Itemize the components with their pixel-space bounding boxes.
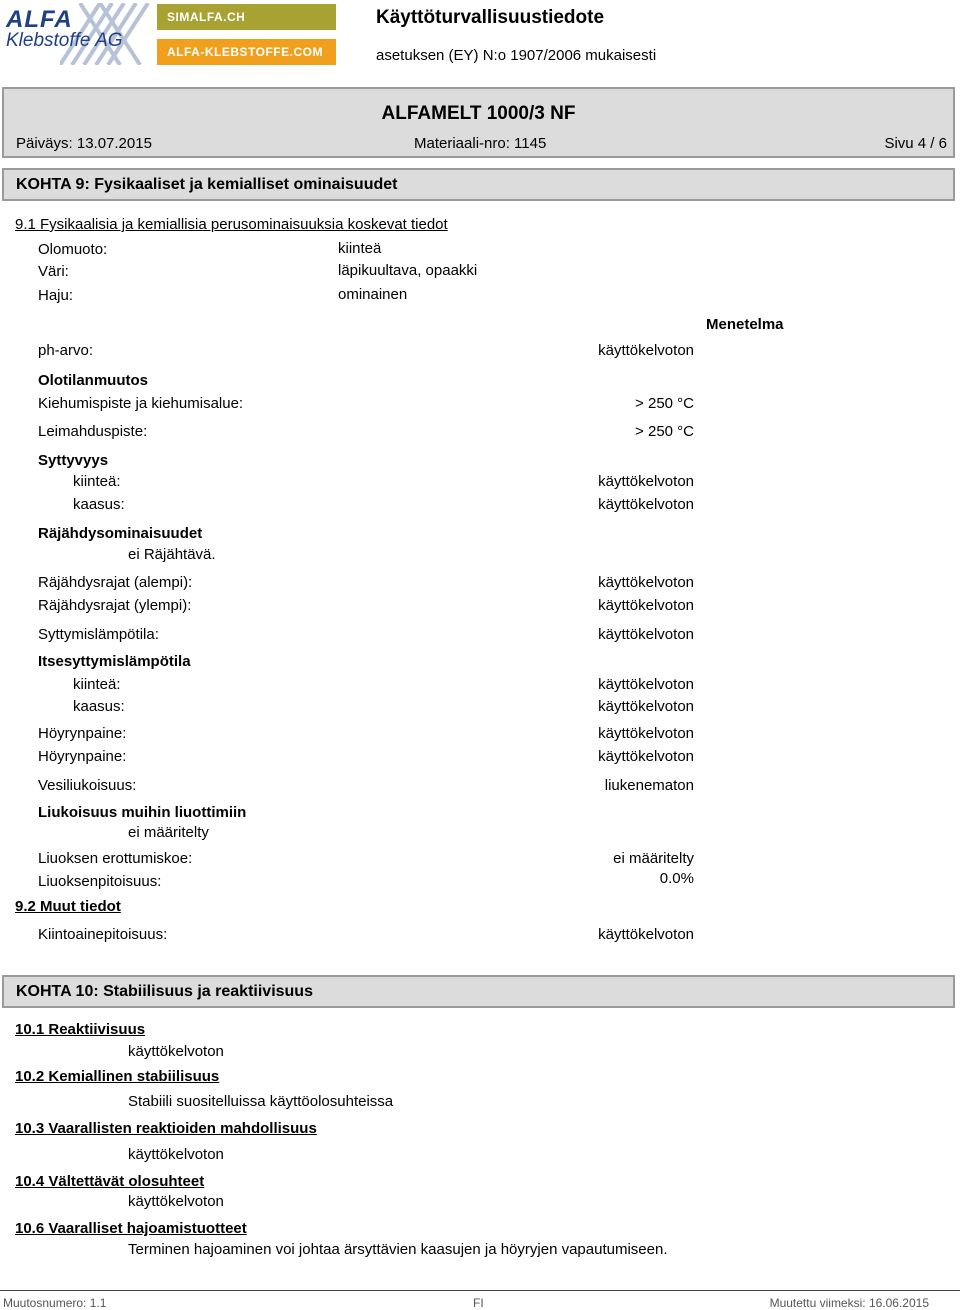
kiintoainepitoisuus-value: käyttökelvoton bbox=[598, 926, 694, 943]
rajahdysrajat-ylempi-value: käyttökelvoton bbox=[598, 597, 694, 614]
hoyrynpaine-value-1: käyttökelvoton bbox=[598, 725, 694, 742]
ph-label: ph-arvo: bbox=[38, 342, 94, 359]
syttyvyys-heading: Syttyvyys bbox=[38, 452, 109, 469]
page-number: Sivu 4 / 6 bbox=[884, 135, 947, 152]
olomuoto-label: Olomuoto: bbox=[38, 241, 108, 258]
simalfa-banner[interactable]: SIMALFA.CH bbox=[157, 4, 336, 30]
subsection-10-1-text: käyttökelvoton bbox=[128, 1043, 224, 1060]
logo-text-alfa: ALFA bbox=[6, 6, 73, 33]
subsection-10-2-text: Stabiili suositelluissa käyttöolosuhteissa bbox=[128, 1093, 394, 1110]
haju-label: Haju: bbox=[38, 287, 74, 304]
subsection-10-4-text: käyttökelvoton bbox=[128, 1193, 224, 1210]
ph-value: käyttökelvoton bbox=[598, 342, 694, 359]
vesiliukoisuus-value: liukenematon bbox=[604, 777, 694, 794]
footer-divider bbox=[0, 1290, 960, 1291]
language-code: FI bbox=[473, 1296, 484, 1310]
erottumiskoe-value: ei määritelty bbox=[613, 850, 694, 867]
olotilanmuutos-heading: Olotilanmuutos bbox=[38, 372, 148, 389]
document-date: Päiväys: 13.07.2015 bbox=[16, 135, 152, 152]
subsection-9-1-heading: 9.1 Fysikaalisia ja kemiallisia perusominaisuuksia koskevat tiedot bbox=[15, 216, 448, 233]
kiehumispiste-value: > 250 °C bbox=[635, 395, 694, 412]
syttymislampotila-label: Syttymislämpötila: bbox=[38, 626, 159, 643]
subsection-10-6-text: Terminen hajoaminen voi johtaa ärsyttävien kaasujen ja höyryjen vapautumiseen. bbox=[128, 1241, 668, 1258]
subsection-10-6-heading: 10.6 Vaaralliset hajoamistuotteet bbox=[15, 1220, 247, 1237]
syttyvyys-kaasus-value: käyttökelvoton bbox=[598, 496, 694, 513]
erottumiskoe-label: Liuoksen erottumiskoe: bbox=[38, 850, 193, 867]
hoyrynpaine-label-2: Höyrynpaine: bbox=[38, 748, 127, 765]
subsection-10-4-heading: 10.4 Vältettävät olosuhteet bbox=[15, 1173, 205, 1190]
itsesyttymis-kaasus-label: kaasus: bbox=[73, 698, 125, 715]
vesiliukoisuus-label: Vesiliukoisuus: bbox=[38, 777, 137, 794]
liuoksenpitoisuus-value: 0.0% bbox=[659, 870, 694, 887]
syttyvyys-kiintea-value: käyttökelvoton bbox=[598, 473, 694, 490]
itsesyttymis-kiintea-label: kiinteä: bbox=[73, 676, 121, 693]
section-9-heading: KOHTA 9: Fysikaaliset ja kemialliset ominaisuudet bbox=[2, 168, 955, 201]
rajahdysominaisuudet-value: ei Räjähtävä. bbox=[128, 546, 216, 563]
last-modified: Muutettu viimeksi: 16.06.2015 bbox=[769, 1296, 929, 1310]
company-logo bbox=[4, 3, 150, 65]
subsection-10-2-heading: 10.2 Kemiallinen stabiilisuus bbox=[15, 1068, 220, 1085]
rajahdysrajat-ylempi-label: Räjähdysrajat (ylempi): bbox=[38, 597, 192, 614]
product-name: ALFAMELT 1000/3 NF bbox=[381, 103, 576, 124]
hoyrynpaine-label-1: Höyrynpaine: bbox=[38, 725, 127, 742]
subsection-10-1-heading: 10.1 Reaktiivisuus bbox=[15, 1021, 146, 1038]
subsection-10-3-text: käyttökelvoton bbox=[128, 1146, 224, 1163]
menetelma-column-header: Menetelma bbox=[706, 316, 784, 333]
rajahdysrajat-alempi-label: Räjähdysrajat (alempi): bbox=[38, 574, 193, 591]
leimahduspiste-value: > 250 °C bbox=[635, 423, 694, 440]
itsesyttymis-kaasus-value: käyttökelvoton bbox=[598, 698, 694, 715]
liukoisuus-value: ei määritelty bbox=[128, 824, 209, 841]
leimahduspiste-label: Leimahduspiste: bbox=[38, 423, 148, 440]
liuoksenpitoisuus-label: Liuoksenpitoisuus: bbox=[38, 873, 162, 890]
revision-number: Muutosnumero: 1.1 bbox=[3, 1296, 107, 1310]
rajahdysrajat-alempi-value: käyttökelvoton bbox=[598, 574, 694, 591]
document-subtitle: asetuksen (EY) N:o 1907/2006 mukaisesti bbox=[376, 47, 657, 64]
subsection-9-2-heading: 9.2 Muut tiedot bbox=[15, 898, 121, 915]
alfa-klebstoffe-banner[interactable]: ALFA-KLEBSTOFFE.COM bbox=[157, 39, 336, 65]
product-info-box bbox=[2, 87, 955, 158]
itsesyttymis-kiintea-value: käyttökelvoton bbox=[598, 676, 694, 693]
material-number: Materiaali-nro: 1145 bbox=[414, 135, 547, 152]
logo-text-klebstoffe: Klebstoffe AG bbox=[6, 30, 123, 51]
document-title: Käyttöturvallisuustiedote bbox=[376, 7, 605, 28]
syttyvyys-kaasus-label: kaasus: bbox=[73, 496, 125, 513]
rajahdysominaisuudet-heading: Räjähdysominaisuudet bbox=[38, 525, 203, 542]
vari-label: Väri: bbox=[38, 263, 69, 280]
subsection-10-3-heading: 10.3 Vaarallisten reaktioiden mahdollisuus bbox=[15, 1120, 317, 1137]
section-10-heading: KOHTA 10: Stabiilisuus ja reaktiivisuus bbox=[2, 975, 955, 1008]
kiintoainepitoisuus-label: Kiintoainepitoisuus: bbox=[38, 926, 168, 943]
hoyrynpaine-value-2: käyttökelvoton bbox=[598, 748, 694, 765]
vari-value: läpikuultava, opaakki bbox=[338, 262, 478, 279]
syttymislampotila-value: käyttökelvoton bbox=[598, 626, 694, 643]
kiehumispiste-label: Kiehumispiste ja kiehumisalue: bbox=[38, 395, 244, 412]
olomuoto-value: kiinteä bbox=[338, 240, 382, 257]
haju-value: ominainen bbox=[338, 286, 408, 303]
itsesyttymislampotila-heading: Itsesyttymislämpötila bbox=[38, 653, 191, 670]
liukoisuus-heading: Liukoisuus muihin liuottimiin bbox=[38, 804, 247, 821]
syttyvyys-kiintea-label: kiinteä: bbox=[73, 473, 121, 490]
